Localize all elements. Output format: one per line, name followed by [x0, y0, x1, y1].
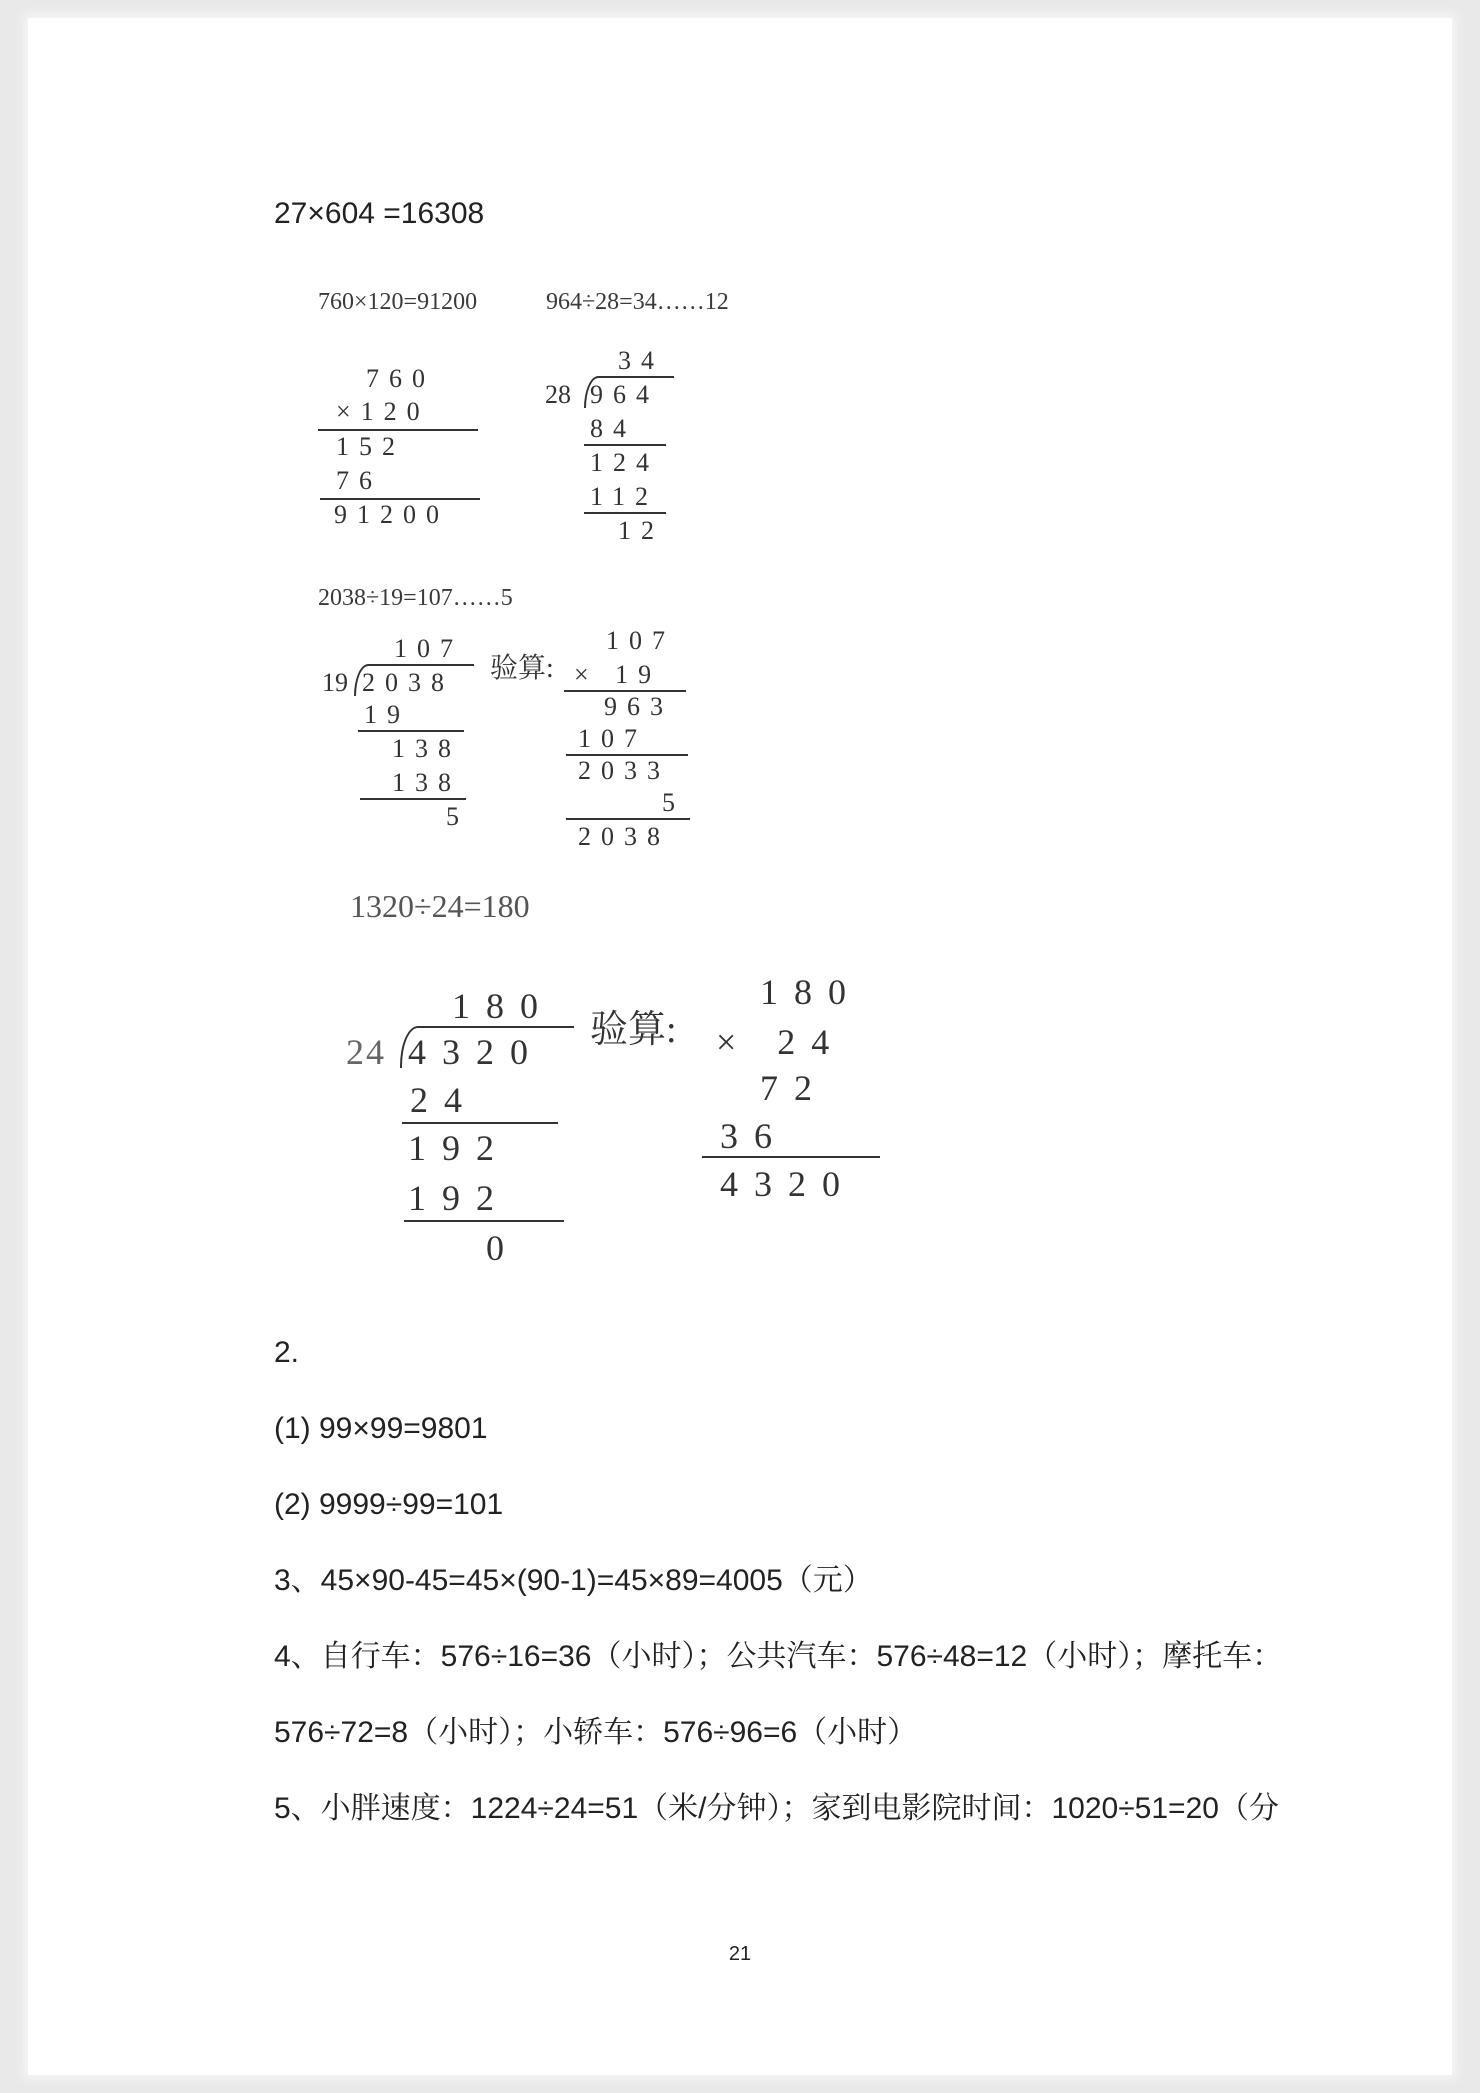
- calc-row: 91200: [334, 500, 449, 529]
- calc-row: 138: [392, 734, 461, 763]
- calc-line: [584, 444, 666, 446]
- calc-row: 5: [662, 788, 685, 817]
- answer-4-line-2: 576÷72=8（小时）；小轿车：576÷96=6（小时）: [274, 1716, 918, 1749]
- check-label-text: 验算:: [490, 653, 554, 684]
- remainder: 12: [618, 516, 664, 545]
- quotient: 34: [618, 346, 664, 375]
- calc-row: 36: [720, 1116, 788, 1156]
- calc-row: 107: [578, 724, 647, 753]
- dividend: 4320: [408, 1032, 544, 1072]
- handwritten-equation-3: 2038÷19=107……5: [318, 585, 513, 611]
- calc-row: × 19: [574, 660, 662, 689]
- calc-row: 138: [392, 768, 461, 797]
- check-label-text: 验算:: [590, 1009, 677, 1051]
- calc-row: 107: [606, 626, 675, 655]
- calc-row: 24: [410, 1080, 478, 1120]
- answer-5: 5、小胖速度：1224÷24=51（米/分钟）；家到电影院时间：1020÷51=20（分: [274, 1792, 1279, 1825]
- calc-row: 124: [590, 448, 659, 477]
- dividend: 2038: [362, 668, 454, 697]
- calc-line: [702, 1156, 880, 1158]
- calc-row: 4320: [720, 1164, 856, 1204]
- calc-row: × 24: [716, 1022, 846, 1062]
- calc-row: 152: [336, 432, 405, 461]
- calc-row: 192: [408, 1128, 510, 1168]
- handwritten-equation-1: 760×120=91200: [318, 289, 478, 315]
- equation-line-1: 27×604 =16308: [274, 197, 485, 230]
- dividend: 964: [590, 380, 659, 409]
- calc-row: 760: [366, 364, 435, 393]
- calc-row: 2033: [578, 756, 670, 785]
- answer-2-2: (2) 9999÷99=101: [274, 1488, 504, 1521]
- quotient: 107: [394, 634, 463, 663]
- calc-line: [584, 512, 666, 514]
- divisor: 24: [346, 1032, 386, 1072]
- calc-row: 19: [364, 700, 410, 729]
- calc-line: [566, 818, 690, 820]
- answer-4-line-1: 4、自行车：576÷16=36（小时）；公共汽车：576÷48=12（小时）；摩托车：: [274, 1640, 1283, 1673]
- calc-row: 2038: [578, 822, 670, 851]
- handwritten-equation-2: 964÷28=34……12: [546, 289, 729, 315]
- handwritten-equation-4: 1320÷24=180: [350, 888, 530, 924]
- remainder: 5: [446, 802, 469, 831]
- calc-row: 76: [336, 466, 382, 495]
- calc-row: ×120: [336, 397, 430, 426]
- quotient: 180: [452, 986, 554, 1026]
- calc-row: 963: [604, 692, 673, 721]
- calc-row: 72: [760, 1068, 828, 1108]
- calc-line: [318, 429, 478, 431]
- calc-line: [404, 1220, 564, 1222]
- calc-line: [360, 798, 466, 800]
- answer-2-1: (1) 99×99=9801: [274, 1412, 488, 1445]
- divisor: 19: [322, 668, 348, 697]
- calc-line: [358, 730, 464, 732]
- divisor: 28: [545, 380, 571, 409]
- page-number: 21: [728, 1943, 752, 1965]
- calc-row: 192: [408, 1178, 510, 1218]
- calc-row: 112: [590, 482, 659, 511]
- calc-row: 180: [760, 972, 862, 1012]
- section-2-heading: 2.: [274, 1336, 300, 1369]
- answer-3: 3、45×90-45=45×(90-1)=45×89=4005（元）: [274, 1564, 873, 1597]
- calc-row: 84: [590, 414, 636, 443]
- remainder: 0: [486, 1228, 520, 1268]
- calc-line: [402, 1122, 558, 1124]
